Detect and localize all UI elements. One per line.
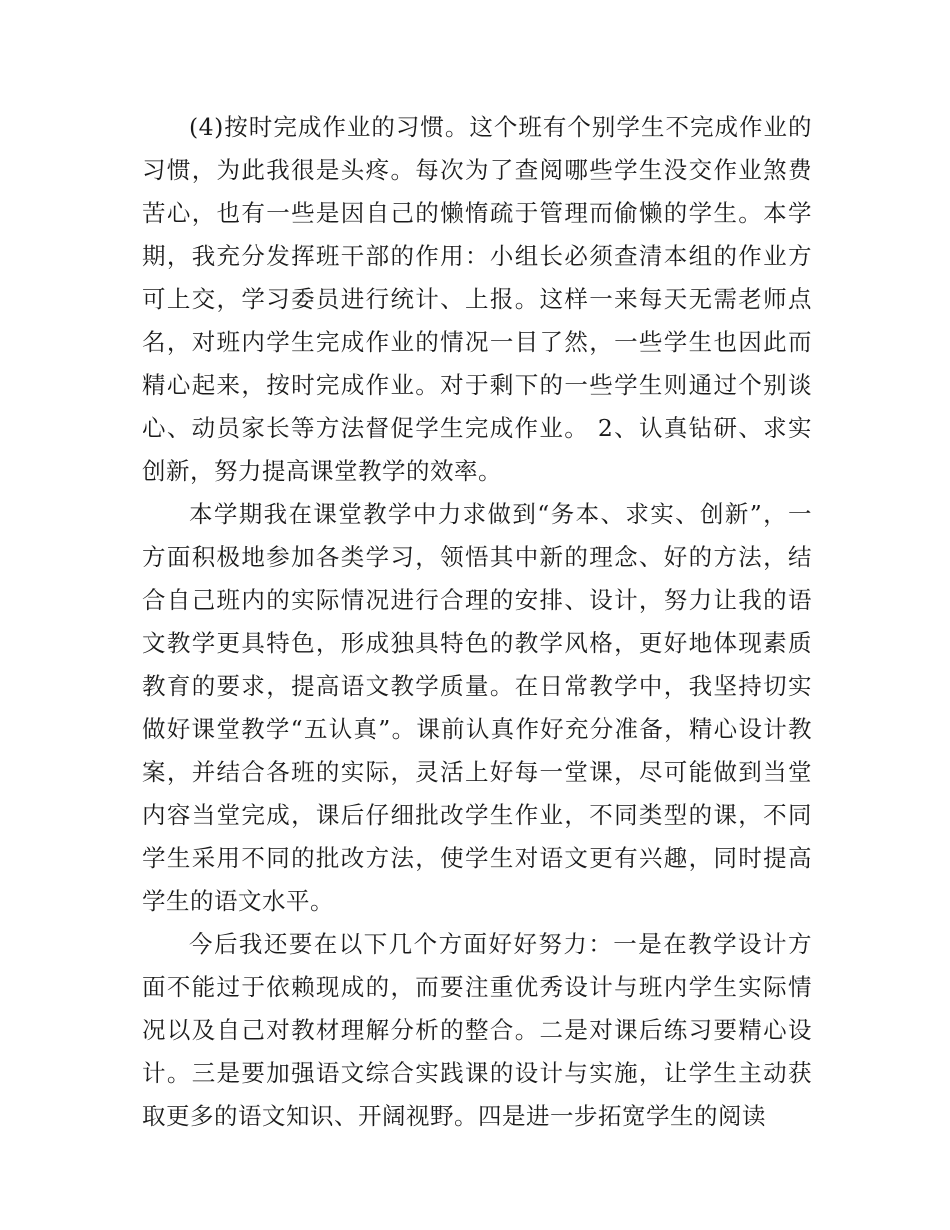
- paragraph-future-plans: 今后我还要在以下几个方面好好努力：一是在教学设计方面不能过于依赖现成的，而要注重优秀设计与班内学生实际情况以及自己对教材理解分析的整合。二是对课后练习要精心设计。三是要加强语文综合实践课的设计与实施，让学生主动获取更多的语文知识、开阔视野。四是进一步拓宽学生的阅读: [142, 930, 812, 1130]
- paragraph-classroom-teaching: 本学期我在课堂教学中力求做到“务本、求实、创新”，一方面积极地参加各类学习，领悟其中新的理念、好的方法，结合自己班内的实际情况进行合理的安排、设计，努力让我的语文教学更具特色，形成独具特色的教学风格，更好地体现素质教育的要求，提高语文教学质量。在日常教学中，我坚持切实做好课堂教学“五认真”。课前认真作好充分准备，精心设计教案，并结合各班的实际，灵活上好每一堂课，尽可能做到当堂内容当堂完成，课后仔细批改学生作业，不同类型的课，不同学生采用不同的批改方法，使学生对语文更有兴趣，同时提高学生的语文水平。: [142, 500, 812, 915]
- paragraph-homework-habit: (4)按时完成作业的习惯。这个班有个别学生不完成作业的习惯，为此我很是头疼。每次为了查阅哪些学生没交作业煞费苦心，也有一些是因自己的懒惰疏于管理而偷懒的学生。本学期，我充分发挥班干部的作用：小组长必须查清本组的作业方可上交，学习委员进行统计、上报。这样一来每天无需老师点名，对班内学生完成作业的情况一目了然，一些学生也因此而精心起来，按时完成作业。对于剩下的一些学生则通过个别谈心、动员家长等方法督促学生完成作业。 2、认真钻研、求实创新，努力提高课堂教学的效率。: [142, 113, 812, 485]
- document-body: [142, 106, 812, 1138]
